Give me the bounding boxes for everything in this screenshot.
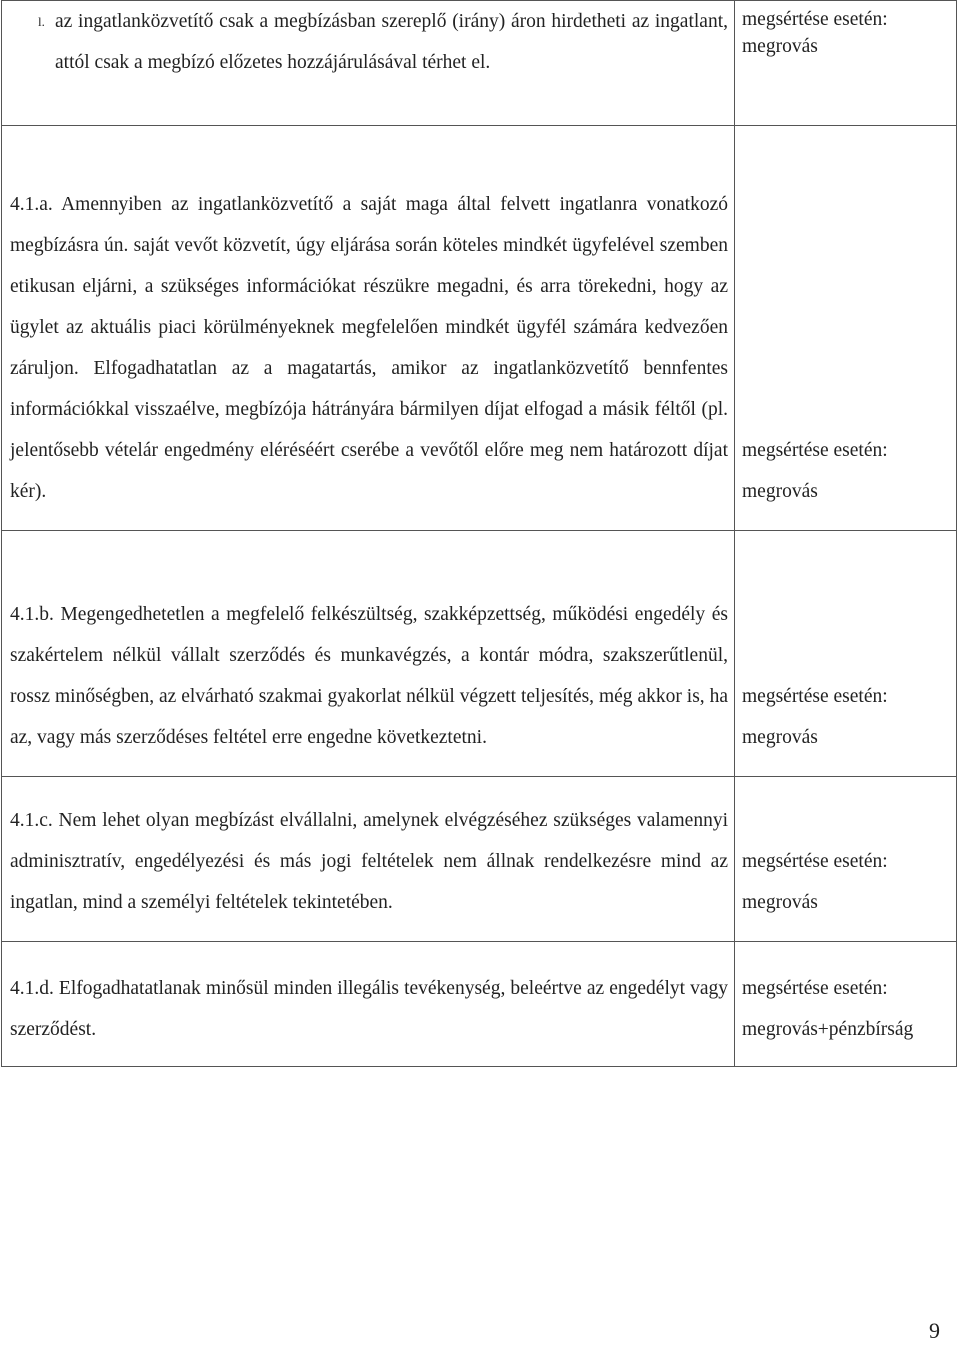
- sanction-label: megsértése esetén:: [742, 440, 888, 461]
- sanction-label: megsértése esetén:: [742, 9, 888, 30]
- sanction-cell: [735, 942, 957, 1067]
- sanction-label: megsértése esetén:: [742, 851, 888, 872]
- rule-text-cell: [2, 777, 735, 942]
- table-row: [2, 126, 957, 531]
- sanction-cell: [735, 777, 957, 942]
- rule-text: 4.1.c. Nem lehet olyan megbízást elvállalni, amelynek elvégzéséhez szükséges valamennyi adminisztratív, engedélyezési és más jogi feltételek nem állnak rendelkezésre mind az ingatlan, mind a személyi feltételek tekintetében.: [10, 810, 728, 913]
- list-number: l.: [38, 14, 45, 29]
- rule-text: az ingatlanközvetítő csak a megbízásban szereplő (irány) áron hirdetheti az ingatlant, attól csak a megbízó előzetes hozzájárulásával térhet el.: [55, 11, 728, 73]
- sanction-cell: [735, 126, 957, 531]
- rule-text: 4.1.d. Elfogadhatatlanak minősül minden illegális tevékenység, beleértve az engedélyt vagy szerződést.: [10, 978, 728, 1040]
- sanction-cell: [735, 1, 957, 126]
- sanction-value: megrovás: [742, 727, 818, 748]
- sanction-value: megrovás+pénzbírság: [742, 1019, 914, 1040]
- sanction-label: megsértése esetén:: [742, 686, 888, 707]
- rule-text-cell: [2, 531, 735, 777]
- sanction-value: megrovás: [742, 892, 818, 913]
- page-number: 9: [929, 1318, 940, 1343]
- sanction-cell: [735, 531, 957, 777]
- rules-table: [1, 0, 957, 1067]
- rule-text: 4.1.a. Amennyiben az ingatlanközvetítő a saját maga által felvett ingatlanra vonatkozó megbízásra ún. saját vevőt közvetít, úgy eljárása során köteles mindkét ügyfelével szemben etikusan eljárni, a szükséges információkat részükre megadni, és arra törekedni, hogy az ügylet az aktuális piaci körülményeknek megfelelően mindkét ügyfél számára kedvezően záruljon. Elfogadhatatlan az a magatartás, amikor az ingatlanközvetítő bennfentes információkkal visszaélve, megbízója hátrányára bármilyen díjat elfogad a másik féltől (pl. jelentősebb vételár engedmény eléréséért cserébe a vevőtől előre meg nem határozott díjat kér).: [10, 194, 728, 502]
- rule-text-cell: [2, 942, 735, 1067]
- rule-text: 4.1.b. Megengedhetetlen a megfelelő felkészültség, szakképzettség, működési engedély és szakértelem nélkül vállalt szerződés és munkavégzés, a kontár módra, szakszerűtlenül, rossz minőségben, az elvárható szakmai gyakorlat nélkül végzett teljesítés, még akkor is, ha az, vagy más szerződéses feltétel erre engedne következtetni.: [10, 604, 728, 748]
- table-row: [2, 942, 957, 1067]
- sanction-value: megrovás: [742, 36, 818, 57]
- table-row: [2, 531, 957, 777]
- sanction-label: megsértése esetén:: [742, 978, 888, 999]
- table-row: [2, 1, 957, 126]
- table-row: [2, 777, 957, 942]
- rule-text-cell: [2, 1, 735, 126]
- rule-text-cell: [2, 126, 735, 531]
- sanction-value: megrovás: [742, 481, 818, 502]
